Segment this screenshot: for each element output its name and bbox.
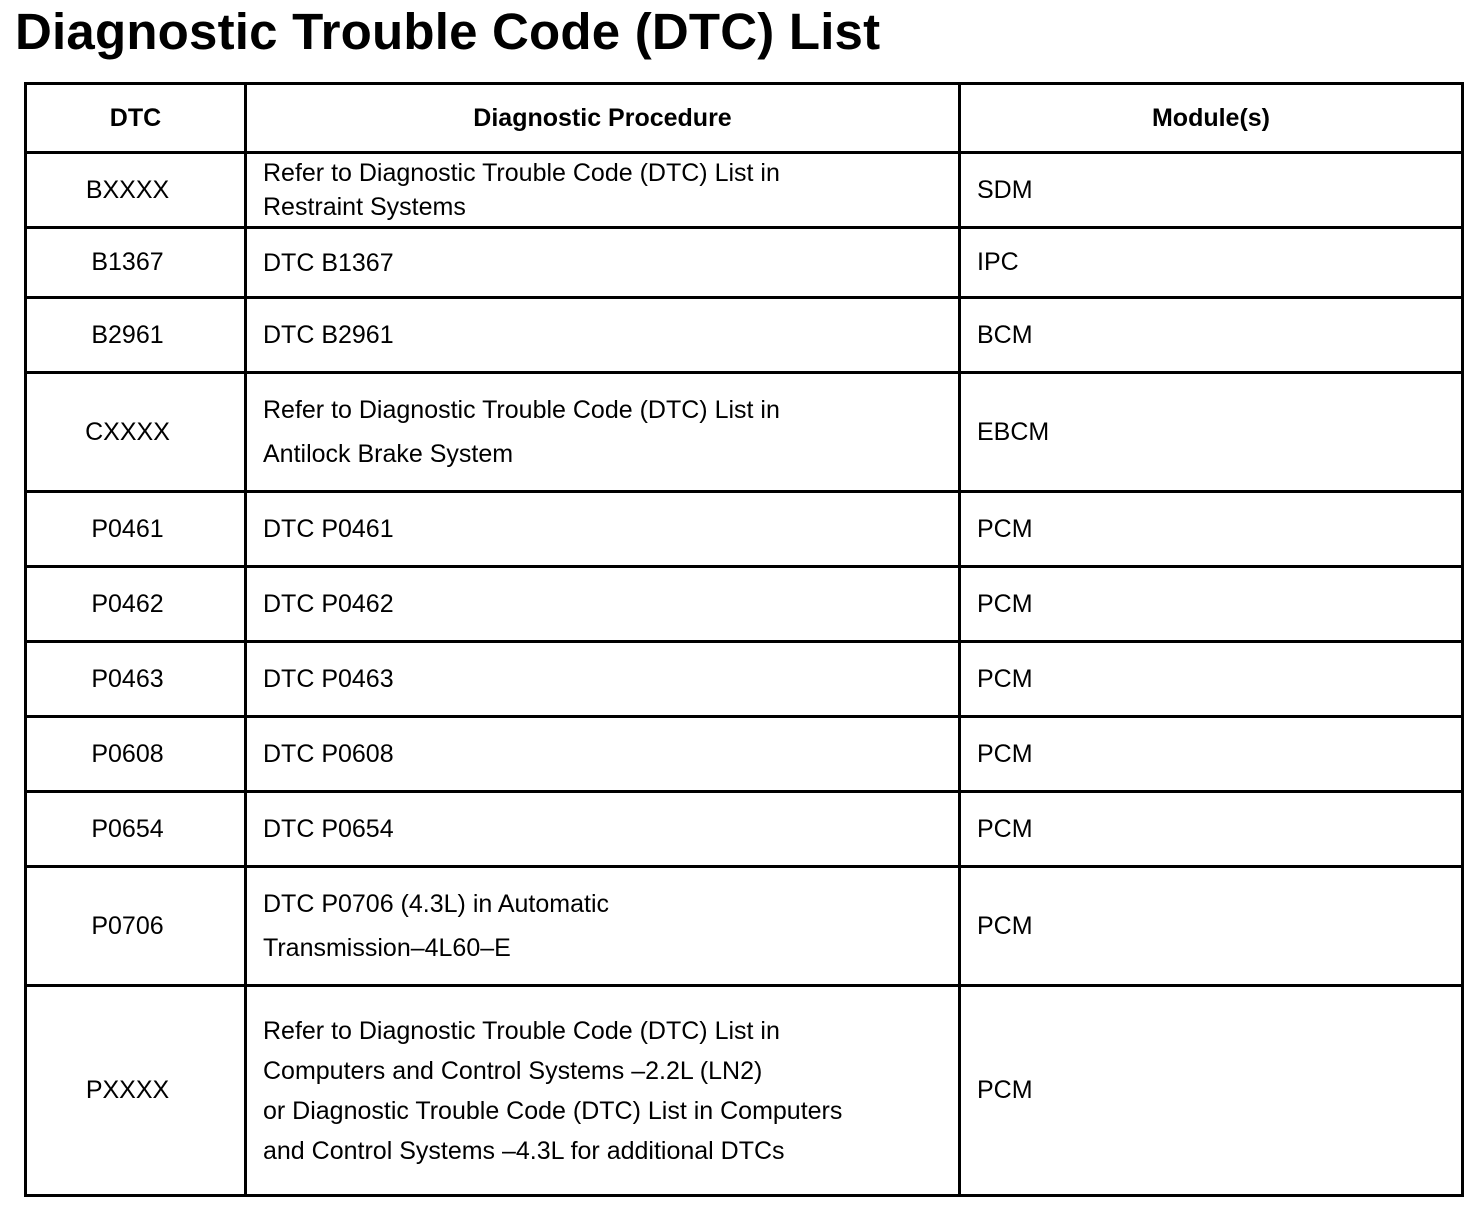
module-cell: PCM (960, 792, 1463, 867)
procedure-cell (246, 228, 960, 298)
dtc-code: CXXXX (26, 373, 246, 492)
procedure-line: Refer to Diagnostic Trouble Code (DTC) List in (263, 396, 780, 424)
dtc-code: P0463 (26, 642, 246, 717)
procedure-line: Restraint Systems (263, 193, 466, 221)
header-modules: Module(s) (960, 84, 1463, 153)
page-title: Diagnostic Trouble Code (DTC) List (15, 3, 881, 60)
module-cell: EBCM (960, 373, 1463, 492)
procedure-cell (246, 642, 960, 717)
procedure-line: Antilock Brake System (263, 440, 514, 468)
dtc-table (24, 82, 1464, 1197)
module-cell: PCM (960, 492, 1463, 567)
procedure-cell (246, 373, 960, 492)
table-row (26, 642, 1463, 717)
table-row (26, 153, 1463, 228)
module-cell: BCM (960, 298, 1463, 373)
procedure-cell (246, 153, 960, 228)
table-row (26, 717, 1463, 792)
procedure-line: DTC P0462 (263, 590, 394, 618)
procedure-cell (246, 298, 960, 373)
table-row (26, 373, 1463, 492)
table-row (26, 298, 1463, 373)
procedure-line: Computers and Control Systems –2.2L (LN2) (263, 1056, 763, 1085)
procedure-line: DTC P0706 (4.3L) in Automatic (263, 890, 609, 918)
procedure-cell (246, 867, 960, 986)
dtc-code: P0654 (26, 792, 246, 867)
module-cell: PCM (960, 986, 1463, 1196)
table-row (26, 228, 1463, 298)
dtc-code: B2961 (26, 298, 246, 373)
dtc-code: B1367 (26, 228, 246, 298)
table-header-row (26, 84, 1463, 153)
dtc-code: P0461 (26, 492, 246, 567)
dtc-code: BXXXX (26, 153, 246, 228)
table-row (26, 792, 1463, 867)
procedure-line: DTC P0461 (263, 515, 394, 543)
header-procedure: Diagnostic Procedure (246, 84, 960, 153)
dtc-code: PXXXX (26, 986, 246, 1196)
table-row (26, 867, 1463, 986)
table-row (26, 492, 1463, 567)
procedure-line: and Control Systems –4.3L for additional DTCs (263, 1136, 785, 1165)
header-dtc: DTC (26, 84, 246, 153)
procedure-line: DTC P0608 (263, 740, 394, 768)
module-cell: SDM (960, 153, 1463, 228)
procedure-cell (246, 986, 960, 1196)
procedure-cell (246, 792, 960, 867)
procedure-line: Transmission–4L60–E (263, 934, 511, 962)
module-cell: PCM (960, 567, 1463, 642)
procedure-cell (246, 717, 960, 792)
module-cell: PCM (960, 867, 1463, 986)
module-cell: PCM (960, 717, 1463, 792)
module-cell: IPC (960, 228, 1463, 298)
procedure-line: or Diagnostic Trouble Code (DTC) List in Computers (263, 1096, 843, 1125)
procedure-line: DTC B1367 (263, 248, 394, 277)
dtc-code: P0462 (26, 567, 246, 642)
procedure-line: DTC P0463 (263, 665, 394, 693)
procedure-line: Refer to Diagnostic Trouble Code (DTC) List in (263, 159, 780, 187)
procedure-cell (246, 492, 960, 567)
procedure-line: DTC B2961 (263, 321, 394, 349)
procedure-line: DTC P0654 (263, 815, 394, 843)
dtc-code: P0608 (26, 717, 246, 792)
procedure-cell (246, 567, 960, 642)
dtc-code: P0706 (26, 867, 246, 986)
table-row (26, 986, 1463, 1196)
procedure-line: Refer to Diagnostic Trouble Code (DTC) List in (263, 1016, 780, 1045)
table-row (26, 567, 1463, 642)
module-cell: PCM (960, 642, 1463, 717)
